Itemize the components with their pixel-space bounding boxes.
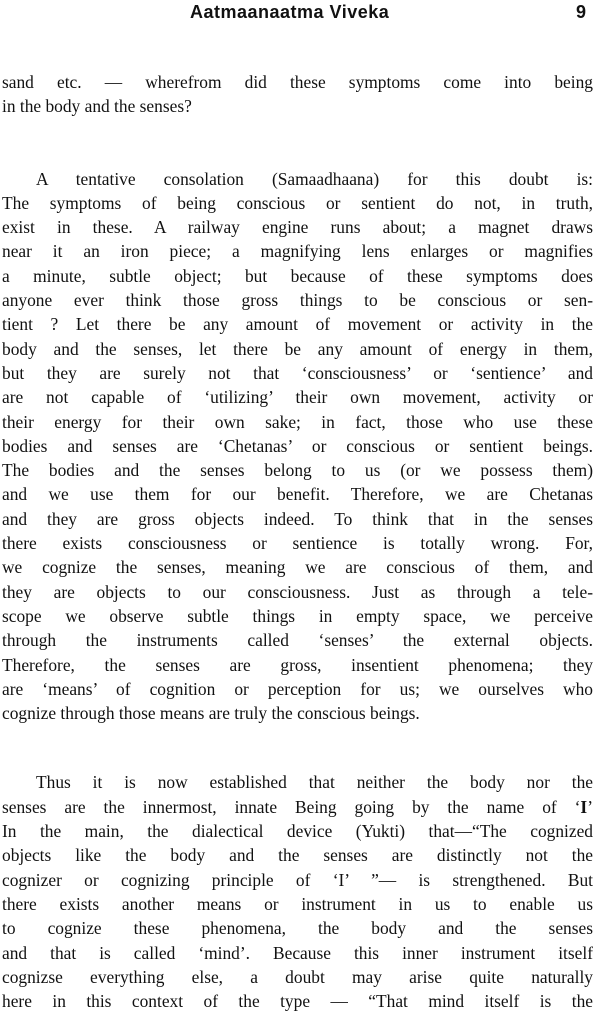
text-line xyxy=(2,531,593,555)
text-run: are not capable of ‘utilizing’ their own movement, activity or xyxy=(2,387,593,408)
text-run: tient ? Let there be any amount of movement or activity in the xyxy=(2,314,593,335)
text-line xyxy=(2,264,593,288)
text-line xyxy=(2,989,593,1013)
text-line xyxy=(2,94,593,118)
text-line xyxy=(2,337,593,361)
text-run: ) that—“The cognized xyxy=(399,821,593,842)
text-line xyxy=(2,795,593,819)
text-run: objects like the body and the senses are distinctly not the xyxy=(2,845,593,866)
text-run: their energy for their own sake; in fact, those who use these xyxy=(2,411,593,432)
text-run: or conscious or sentient beings. xyxy=(291,435,593,456)
text-run: a minute, subtle object; but because of these symptoms does xyxy=(2,265,593,286)
text-run: near it an iron piece; a magnifying lens enlarges or magnifies xyxy=(2,241,593,262)
bold-term: I xyxy=(580,796,588,817)
text-line xyxy=(2,361,593,385)
italic-term: Samaadhaana xyxy=(277,168,374,189)
text-run: cognize through those means are truly the conscious beings. xyxy=(2,703,420,724)
text-line xyxy=(2,458,593,482)
text-run: we cognize the senses, meaning we are conscious of them, and xyxy=(2,557,593,578)
text-line xyxy=(2,604,593,628)
paragraph-gap xyxy=(2,119,593,167)
text-line xyxy=(2,215,593,239)
text-run: Therefore, the senses are gross, insentient phenomena; they xyxy=(2,654,593,675)
text-run: to cognize these phenomena, the body and the senses xyxy=(2,918,593,939)
text-run: are ‘means’ of cognition or perception for us; we ourselves who xyxy=(2,678,593,699)
text-run: senses are the innermost, innate Being going by the name of ‘ xyxy=(2,796,581,817)
text-run: ’ xyxy=(587,796,593,817)
italic-term: ‘Chetanas’ xyxy=(217,435,292,456)
text-line xyxy=(2,965,593,989)
text-run: body and the senses, let there be any amount of energy in them, xyxy=(2,338,593,359)
text-run: The bodies and the senses belong to us (or we possess them) xyxy=(2,460,593,481)
running-title: Aatmaanaatma Viveka xyxy=(190,2,390,22)
text-run: cognizse everything else, a doubt may arise quite naturally xyxy=(2,966,593,987)
text-line xyxy=(2,916,593,940)
text-line xyxy=(2,434,593,458)
text-line xyxy=(2,868,593,892)
text-line xyxy=(2,385,593,409)
text-run: and we use them for our benefit. Therefore, we are xyxy=(2,484,530,505)
text-line xyxy=(2,701,593,725)
text-run: bodies and senses are xyxy=(2,435,218,456)
text-line xyxy=(2,507,593,531)
text-run: A tentative consolation ( xyxy=(36,168,278,189)
text-run: through the instruments called ‘senses’ the external objects. xyxy=(2,630,593,651)
text-run: and they are gross objects indeed. To think that in the senses xyxy=(2,508,593,529)
running-header xyxy=(0,2,600,26)
italic-term: Yukti xyxy=(361,821,400,842)
text-line xyxy=(2,843,593,867)
page-body xyxy=(2,70,593,1013)
text-run: sand etc. — wherefrom did these symptoms come into being xyxy=(2,72,593,92)
text-line xyxy=(2,819,593,843)
paragraph xyxy=(2,167,593,726)
paragraph xyxy=(2,770,593,1013)
text-run: cognizer or cognizing principle of ‘I’ ”— is strengthened. But xyxy=(2,869,593,890)
text-run: scope we observe subtle things in empty space, we perceive xyxy=(2,605,593,626)
italic-term: Chetanas xyxy=(529,484,593,505)
text-line xyxy=(2,191,593,215)
text-run: Thus it is now established that neither the body nor the xyxy=(36,772,593,793)
text-run: here in this context of the type — “That mind itself is the xyxy=(2,991,593,1012)
text-line xyxy=(2,770,593,794)
text-run: In the main, the dialectical device ( xyxy=(2,821,362,842)
text-line xyxy=(2,410,593,434)
text-run: anyone ever think those gross things to be conscious or sen- xyxy=(2,290,593,311)
text-run: exist in these. A railway engine runs about; a magnet draws xyxy=(2,217,593,238)
text-line xyxy=(2,239,593,263)
text-line xyxy=(2,892,593,916)
text-run: but they are surely not that ‘consciousness’ or ‘sentience’ and xyxy=(2,362,593,383)
text-run: they are objects to our consciousness. Just as through a tele- xyxy=(2,581,593,602)
text-line xyxy=(2,941,593,965)
text-line xyxy=(2,555,593,579)
text-run: there exists another means or instrument in us to enable us xyxy=(2,893,593,914)
text-run: in the body and the senses? xyxy=(2,96,192,117)
text-line xyxy=(2,312,593,336)
text-run: and that is called ‘mind’. Because this inner instrument itself xyxy=(2,942,593,963)
text-run: The symptoms of being conscious or sentient do not, in truth, xyxy=(2,192,593,213)
text-line xyxy=(2,580,593,604)
text-line xyxy=(2,482,593,506)
text-line xyxy=(2,70,593,94)
paragraph-gap xyxy=(2,725,593,770)
page-number: 9 xyxy=(575,2,586,22)
paragraph xyxy=(2,70,593,119)
text-line xyxy=(2,288,593,312)
text-line xyxy=(2,677,593,701)
text-line xyxy=(2,167,593,191)
text-run: there exists consciousness or sentience is totally wrong. For, xyxy=(2,533,593,554)
text-line xyxy=(2,653,593,677)
text-run: ) for this doubt is: xyxy=(373,168,593,189)
text-line xyxy=(2,628,593,652)
